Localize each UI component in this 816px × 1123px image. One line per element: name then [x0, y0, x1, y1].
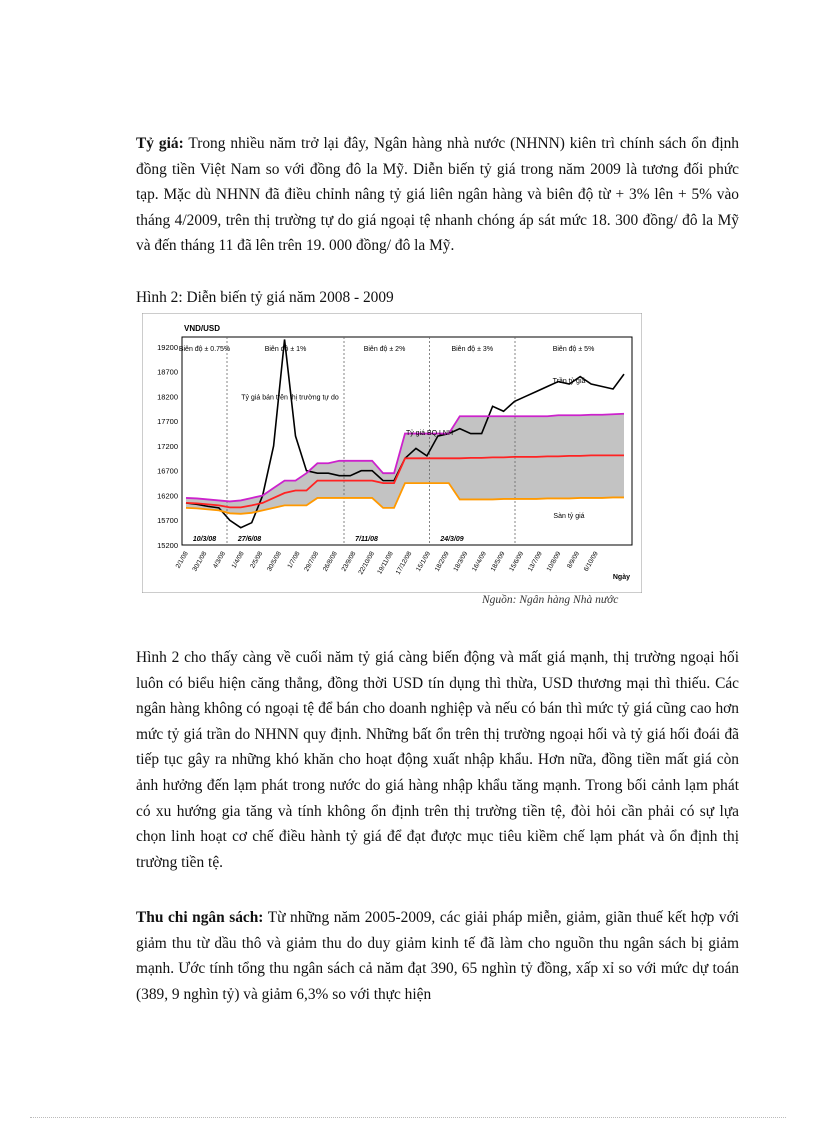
y-tick-label: 17200 — [157, 441, 178, 451]
x-tick-label: 2/1/08 — [174, 550, 190, 570]
x-tick-label: 30/1/08 — [191, 550, 209, 573]
x-tick-label: 18/5/09 — [489, 550, 507, 573]
paragraph-budget — [136, 905, 739, 1007]
chart-plot — [157, 324, 632, 581]
x-tick-label: 15/1/09 — [415, 550, 433, 573]
x-tick-label: 23/9/08 — [340, 550, 358, 573]
y-tick-label: 17700 — [157, 417, 178, 427]
paragraph-text: Từ những năm 2005-2009, các giải pháp miễn, giảm, giãn thuế kết hợp với giảm thu từ dầu thô và giảm thu do duy giảm kinh tế đã làm cho nguồn thu ngân sách bị giảm mạnh. Ước tính tổng thu ngân sách cả năm đạt 390, 65 nghìn tỷ đồng, xấp xỉ so với mức dự toán (389, 9 nghìn tỷ) và giảm 6,3% so với thực hiện — [136, 909, 739, 1003]
x-tick-label: 17/12/08 — [394, 550, 414, 576]
x-tick-label: 18/2/09 — [433, 550, 451, 573]
x-tick-label: 18/3/09 — [452, 550, 470, 573]
regime-label: Biên độ ± 3% — [451, 346, 494, 353]
x-tick-label: 22/10/08 — [357, 550, 377, 576]
y-tick-label: 18700 — [157, 367, 178, 377]
chart-annotation: Tỷ giá bán trên thị trường tự do — [241, 394, 339, 402]
chart-annotation: Trần tỷ giá — [552, 377, 586, 385]
regime-label: Biên độ ± 2% — [363, 346, 406, 353]
x-tick-label: 30/5/08 — [266, 550, 283, 573]
regime-date-label: 10/3/08 — [192, 536, 217, 543]
exchange-rate-chart — [142, 313, 642, 593]
paragraph-analysis — [136, 645, 739, 875]
x-tick-label: 2/5/08 — [249, 550, 265, 570]
page-bottom-rule — [30, 1117, 786, 1118]
x-tick-label: 1/7/08 — [286, 550, 302, 570]
x-tick-label: 26/8/08 — [321, 550, 339, 573]
paragraph-text: Trong nhiều năm trở lại đây, Ngân hàng nhà nước (NHNN) kiên trì chính sách ổn định đồng tiền Việt Nam so với đồng đô la Mỹ. Diễn biến tỷ giá trong năm 2009 là tương đối phức tạp. Mặc dù NHNN đã điều chỉnh nâng tỷ giá liên ngân hàng và biên độ từ + 3% lên + 5% vào tháng 4/2009, trên thị trường tự do giá ngoại tệ nhanh chóng áp sát mức 18. 300 đồng/ đô la Mỹ và đến tháng 11 đã lên trên 19. 000 đồng/ đô la Mỹ. — [136, 135, 739, 255]
regime-date-label: 7/11/08 — [355, 536, 378, 543]
x-tick-label: 15/6/09 — [508, 550, 526, 573]
regime-label: Biên độ ± 0.75% — [178, 346, 231, 353]
figure-source: Nguồn: Ngân hàng Nhà nước — [482, 594, 619, 606]
regime-date-label: 24/3/09 — [440, 536, 464, 543]
chart-annotation: Sàn tỷ giá — [553, 512, 585, 520]
y-tick-label: 16200 — [157, 491, 178, 501]
x-tick-label: 16/4/09 — [471, 550, 488, 573]
x-tick-label: 13/7/09 — [526, 550, 544, 573]
paragraph-exchange-rate — [136, 131, 739, 259]
x-tick-label: 8/9/09 — [565, 550, 582, 570]
y-tick-label: 15700 — [157, 516, 178, 526]
paragraph-label: Thu chi ngân sách: — [136, 909, 264, 926]
regime-date-label: 27/6/08 — [237, 536, 262, 543]
x-tick-label: 19/11/08 — [376, 550, 395, 576]
x-axis-label: Ngày — [612, 574, 630, 581]
x-tick-label: 6/10/09 — [582, 550, 600, 573]
x-tick-label: 1/4/08 — [230, 550, 246, 570]
figure-caption: Hình 2: Diễn biến tỷ giá năm 2008 - 2009 — [136, 289, 394, 306]
paragraph-text: Hình 2 cho thấy càng về cuối năm tỷ giá càng biến động và mất giá mạnh, thị trường ngoại hối luôn có biểu hiện căng thẳng, đồng thời USD tín dụng thì thừa, USD thương mại thì thiếu. Các ngân hàng không có ngoại tệ để bán cho doanh nghiệp và nếu có bán thì mức tỷ giá cũng cao hơn mức tỷ giá trần do NHNN quy định. Những bất ổn trên thị trường ngoại hối và tỷ giá hối đoái đã tiếp tục gây ra những khó khăn cho hoạt động xuất nhập khẩu. Hơn nữa, đồng tiền mất giá còn ảnh hưởng đến lạm phát trong nước do giá hàng nhập khẩu tăng mạnh. Trong bối cảnh lạm phát có xu hướng gia tăng và tính không ổn định trên thị trường tiền tệ, đòi hỏi cần phải có sự lựa chọn linh hoạt cơ chế điều hành tỷ giá để đạt được mục tiêu kiềm chế lạm phát và ổn định thị trường tiền tệ. — [136, 649, 739, 871]
regime-label: Biên độ ± 1% — [264, 346, 307, 353]
y-tick-label: 16700 — [157, 466, 178, 476]
x-tick-label: 4/3/08 — [211, 550, 228, 570]
chart-annotation: Tỷ giá BQ LNH — [405, 429, 454, 437]
paragraph-label: Tỷ giá: — [136, 135, 184, 152]
y-axis-label: VND/USD — [184, 324, 221, 333]
y-tick-label: 18200 — [157, 392, 178, 402]
y-tick-label: 19200 — [157, 342, 178, 352]
x-tick-label: 10/8/09 — [545, 550, 563, 573]
y-tick-label: 15200 — [157, 541, 178, 550]
x-tick-label: 29/7/08 — [303, 550, 321, 573]
regime-label: Biên độ ± 5% — [552, 346, 595, 353]
